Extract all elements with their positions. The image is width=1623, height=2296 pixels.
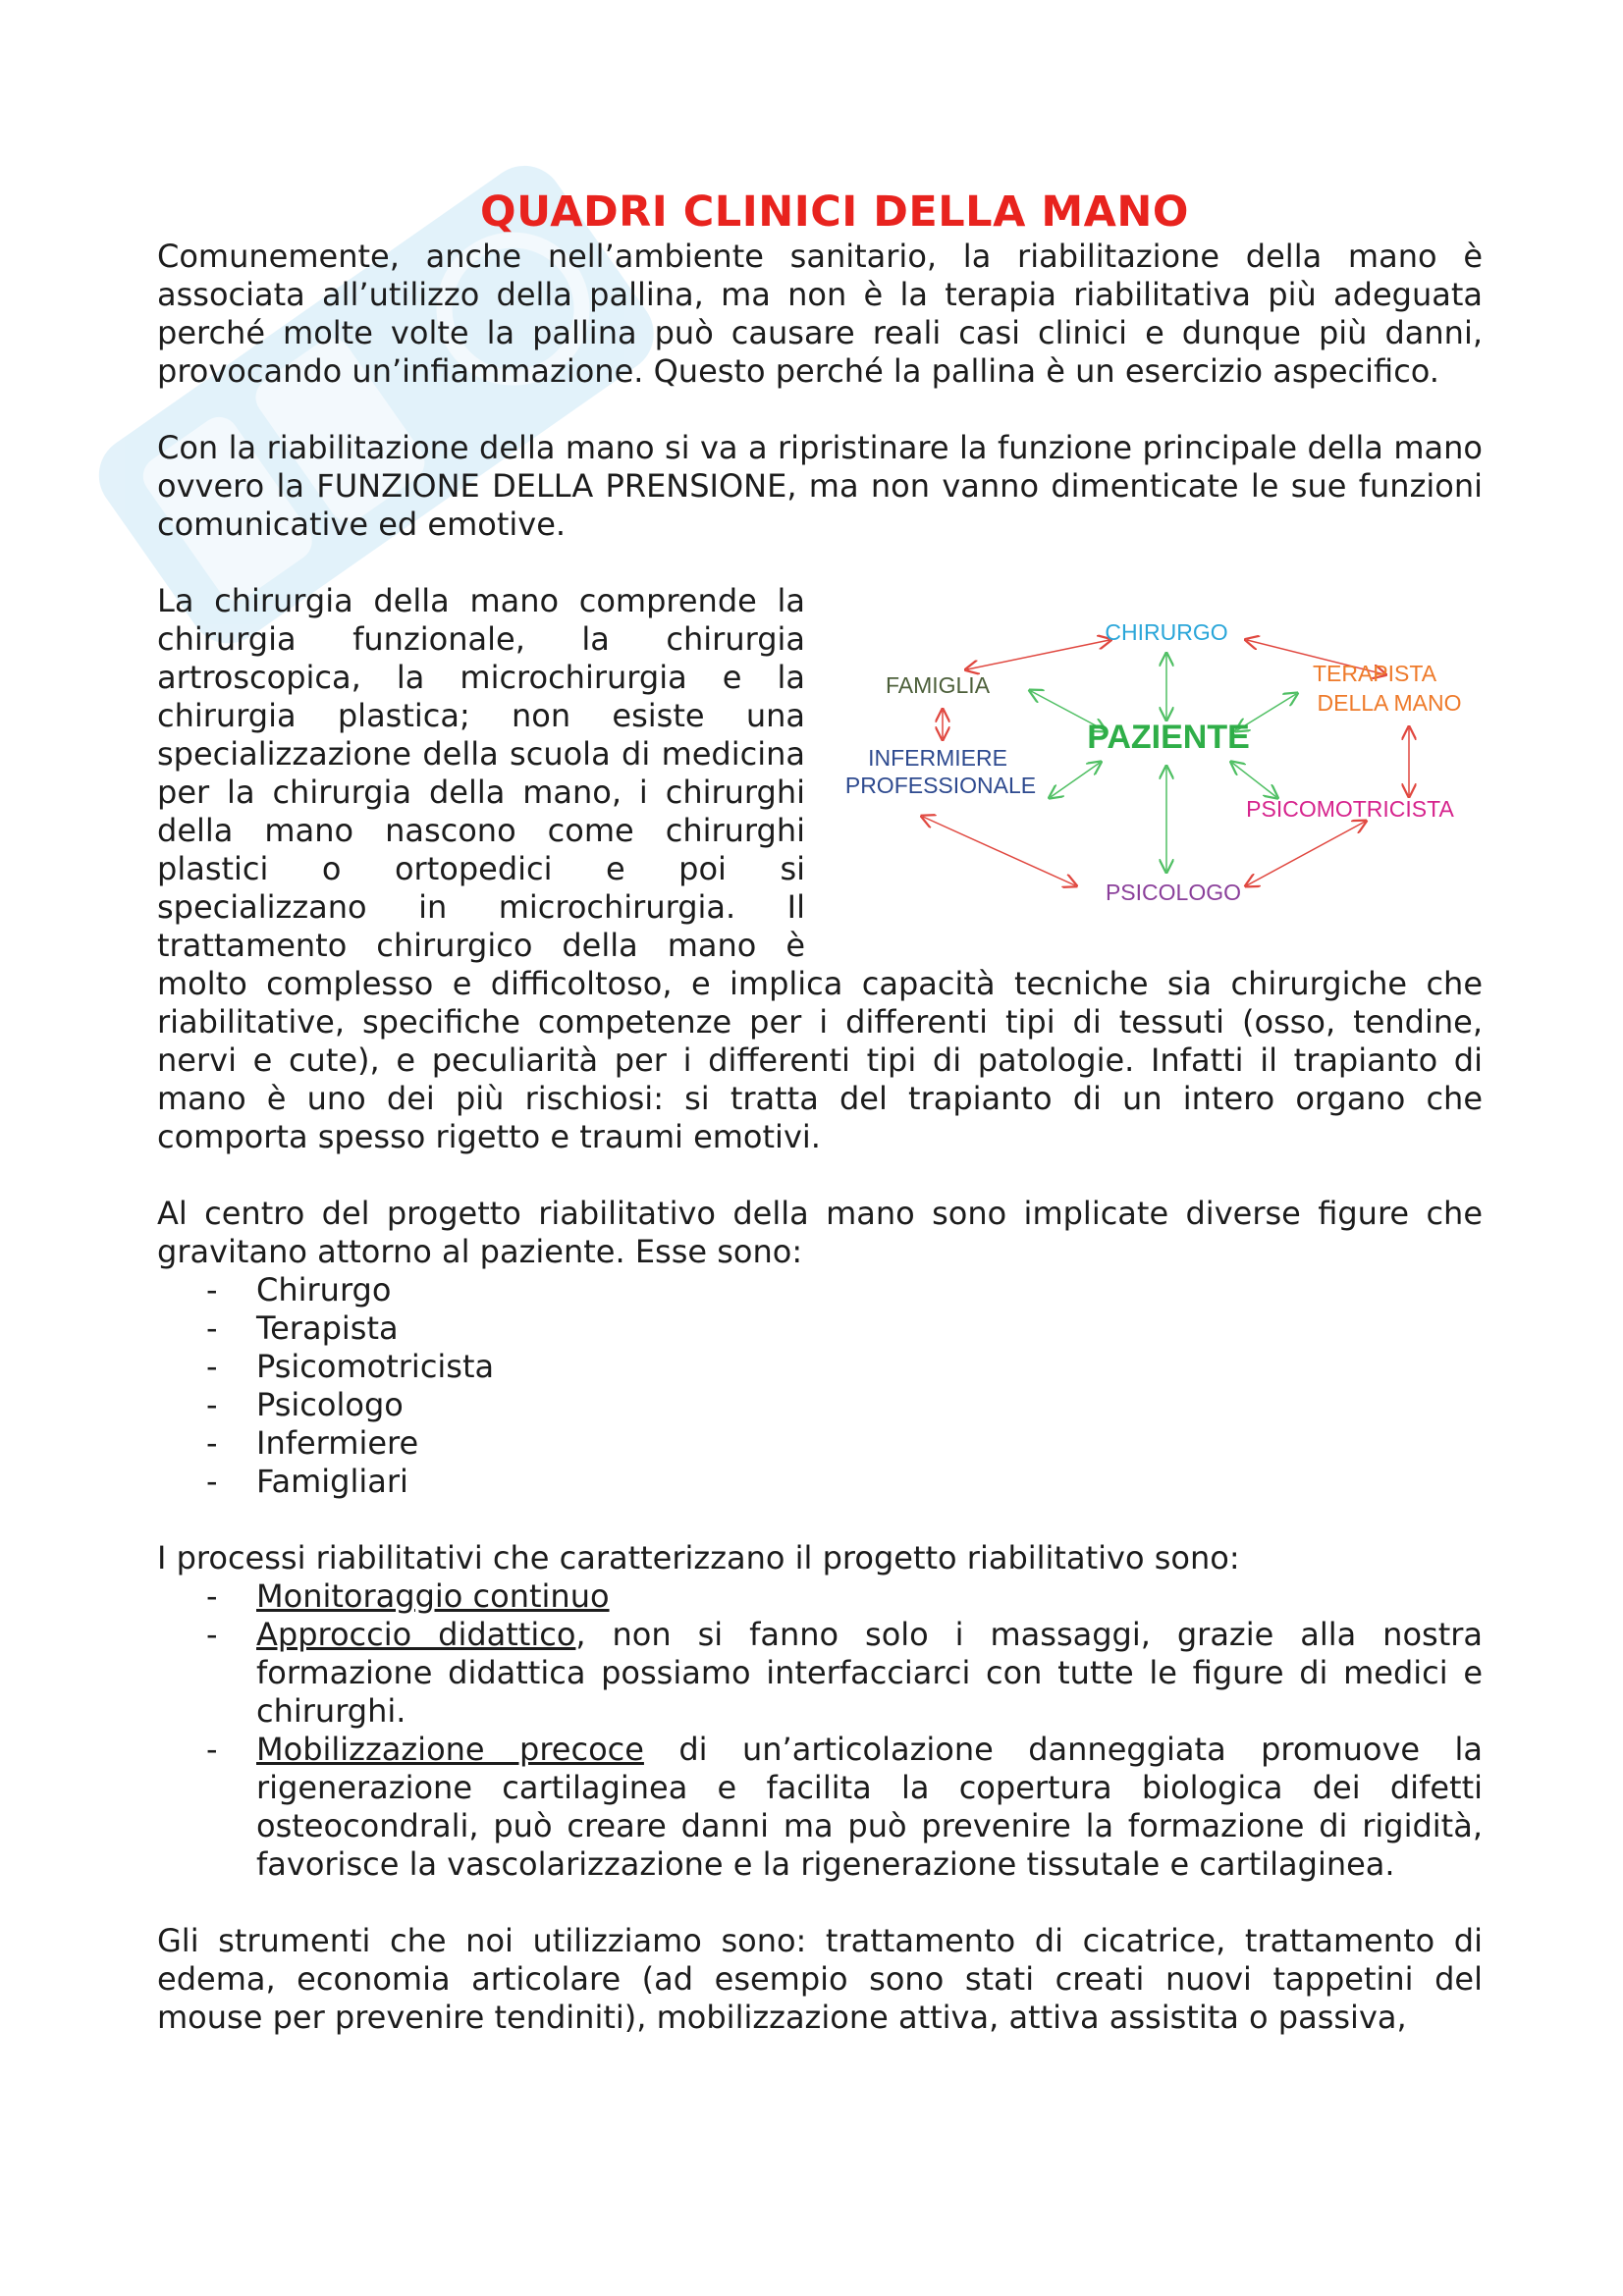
list-item: - Psicologo <box>157 1386 1483 1424</box>
label-terapista-1: TERAPISTA <box>1312 661 1437 686</box>
arrow-paziente-psicomotricista <box>1232 763 1276 797</box>
paragraph-prensione: Con la riabilitazione della mano si va a ripristinare la funzione principale della mano ovvero la FUNZIONE DELLA PRENSIONE, ma non vanno dimenticate le sue funzioni comunicative ed emotive. <box>157 429 1483 543</box>
arrow-infermiere-psicologo <box>923 817 1075 885</box>
label-infermiere-2: PROFESSIONALE <box>844 773 1037 798</box>
list-item: - Infermiere <box>157 1424 1483 1463</box>
paragraph-chirurgia <box>157 582 1483 1156</box>
label-psicologo: PSICOLOGO <box>1105 880 1242 905</box>
list-item: - Famigliari <box>157 1463 1483 1501</box>
diagram-figure-wrapper <box>835 620 1483 936</box>
process-term: Monitoraggio continuo <box>256 1577 610 1615</box>
label-terapista-2: DELLA MANO <box>1317 690 1462 716</box>
paragraph-strumenti: Gli strumenti che noi utilizziamo sono: trattamento di cicatrice, trattamento di edema, economia articolare (ad esempio sono stati creati nuovi tappetini del mouse per prevenire tendiniti), mobilizzazione attiva, attiva assistita o passiva, <box>157 1922 1483 2036</box>
paragraph-chirurgia-text: La chirurgia della mano comprende la chirurgia funzionale, la chirurgia artroscopica, la microchirurgia e la chirurgia plastica; non esiste una specializzazione della scuola di medicina per la chirurgia della mano, i chirurghi della mano nascono come chirurghi plastici o ortopedici e poi si specializzano in microchirurgia. Il trattamento chirurgico della mano è molto complesso e difficoltoso, e implica capacità tecniche sia chirurgiche che riabilitative, specifiche competenze per i differenti tipi di tessuti (osso, tendine, nervi e cute), e peculiarità per i differenti tipi di patologie. Infatti il trapianto di mano è uno dei più rischiosi: si tratta del trapianto di un intero organo che comporta spesso rigetto e traumi emotivi. <box>157 582 1483 1155</box>
patient-team-diagram <box>835 620 1483 915</box>
list-item: - Chirurgo <box>157 1271 1483 1309</box>
process-item-mobilizzazione <box>157 1731 1483 1884</box>
arrow-paziente-infermiere <box>1051 763 1100 797</box>
processes-list <box>157 1577 1483 1884</box>
label-paziente: PAZIENTE <box>1087 719 1250 756</box>
paragraph-intro: Comunemente, anche nell’ambiente sanitario, la riabilitazione della mano è associata all’utilizzo della pallina, ma non è la terapia riabilitativa più adeguata perché molte volte la pallina può causare reali casi clinici e dunque più danni, provocando un’infiammazione. Questo perché la pallina è un esercizio aspecifico. <box>157 238 1483 390</box>
process-text: , non si fanno solo i massaggi, grazie alla nostra formazione didattica possiamo interfacciarci con tutte le figure di medici e chirurghi. <box>256 1616 1484 1730</box>
process-item-approccio <box>157 1616 1483 1731</box>
arrow-psicomotricista-psicologo <box>1247 822 1365 885</box>
label-chirurgo: CHIRURGO <box>1105 620 1228 645</box>
process-term: Approccio didattico <box>256 1616 576 1653</box>
label-psicomotricista: PSICOMOTRICISTA <box>1246 796 1454 822</box>
label-famiglia: FAMIGLIA <box>885 672 991 698</box>
process-term: Mobilizzazione precoce <box>256 1731 644 1768</box>
process-text: di un’articolazione danneggiata promuove la rigenerazione cartilaginea e facilita la copertura biologica dei difetti osteocondrali, può creare danni ma può prevenire la formazione di rigidità, favorisce la vascolarizzazione e la rigenerazione tissutale e cartilaginea. <box>256 1731 1484 1883</box>
document-page <box>157 187 1483 2037</box>
page-title: QUADRI CLINICI DELLA MANO <box>480 187 1189 237</box>
paragraph-processes-intro: I processi riabilitativi che caratterizzano il progetto riabilitativo sono: <box>157 1539 1240 1576</box>
figures-list <box>157 1271 1483 1501</box>
arrow-famiglia-chirurgo <box>967 640 1109 669</box>
paragraph-figure-intro: Al centro del progetto riabilitativo della mano sono implicate diverse figure che gravitano attorno al paziente. Esse sono: <box>157 1195 1483 1270</box>
list-item: - Terapista <box>157 1309 1483 1348</box>
process-item-monitoraggio <box>157 1577 1483 1616</box>
label-infermiere-1: INFERMIERE <box>868 745 1007 771</box>
list-item: - Psicomotricista <box>157 1348 1483 1386</box>
